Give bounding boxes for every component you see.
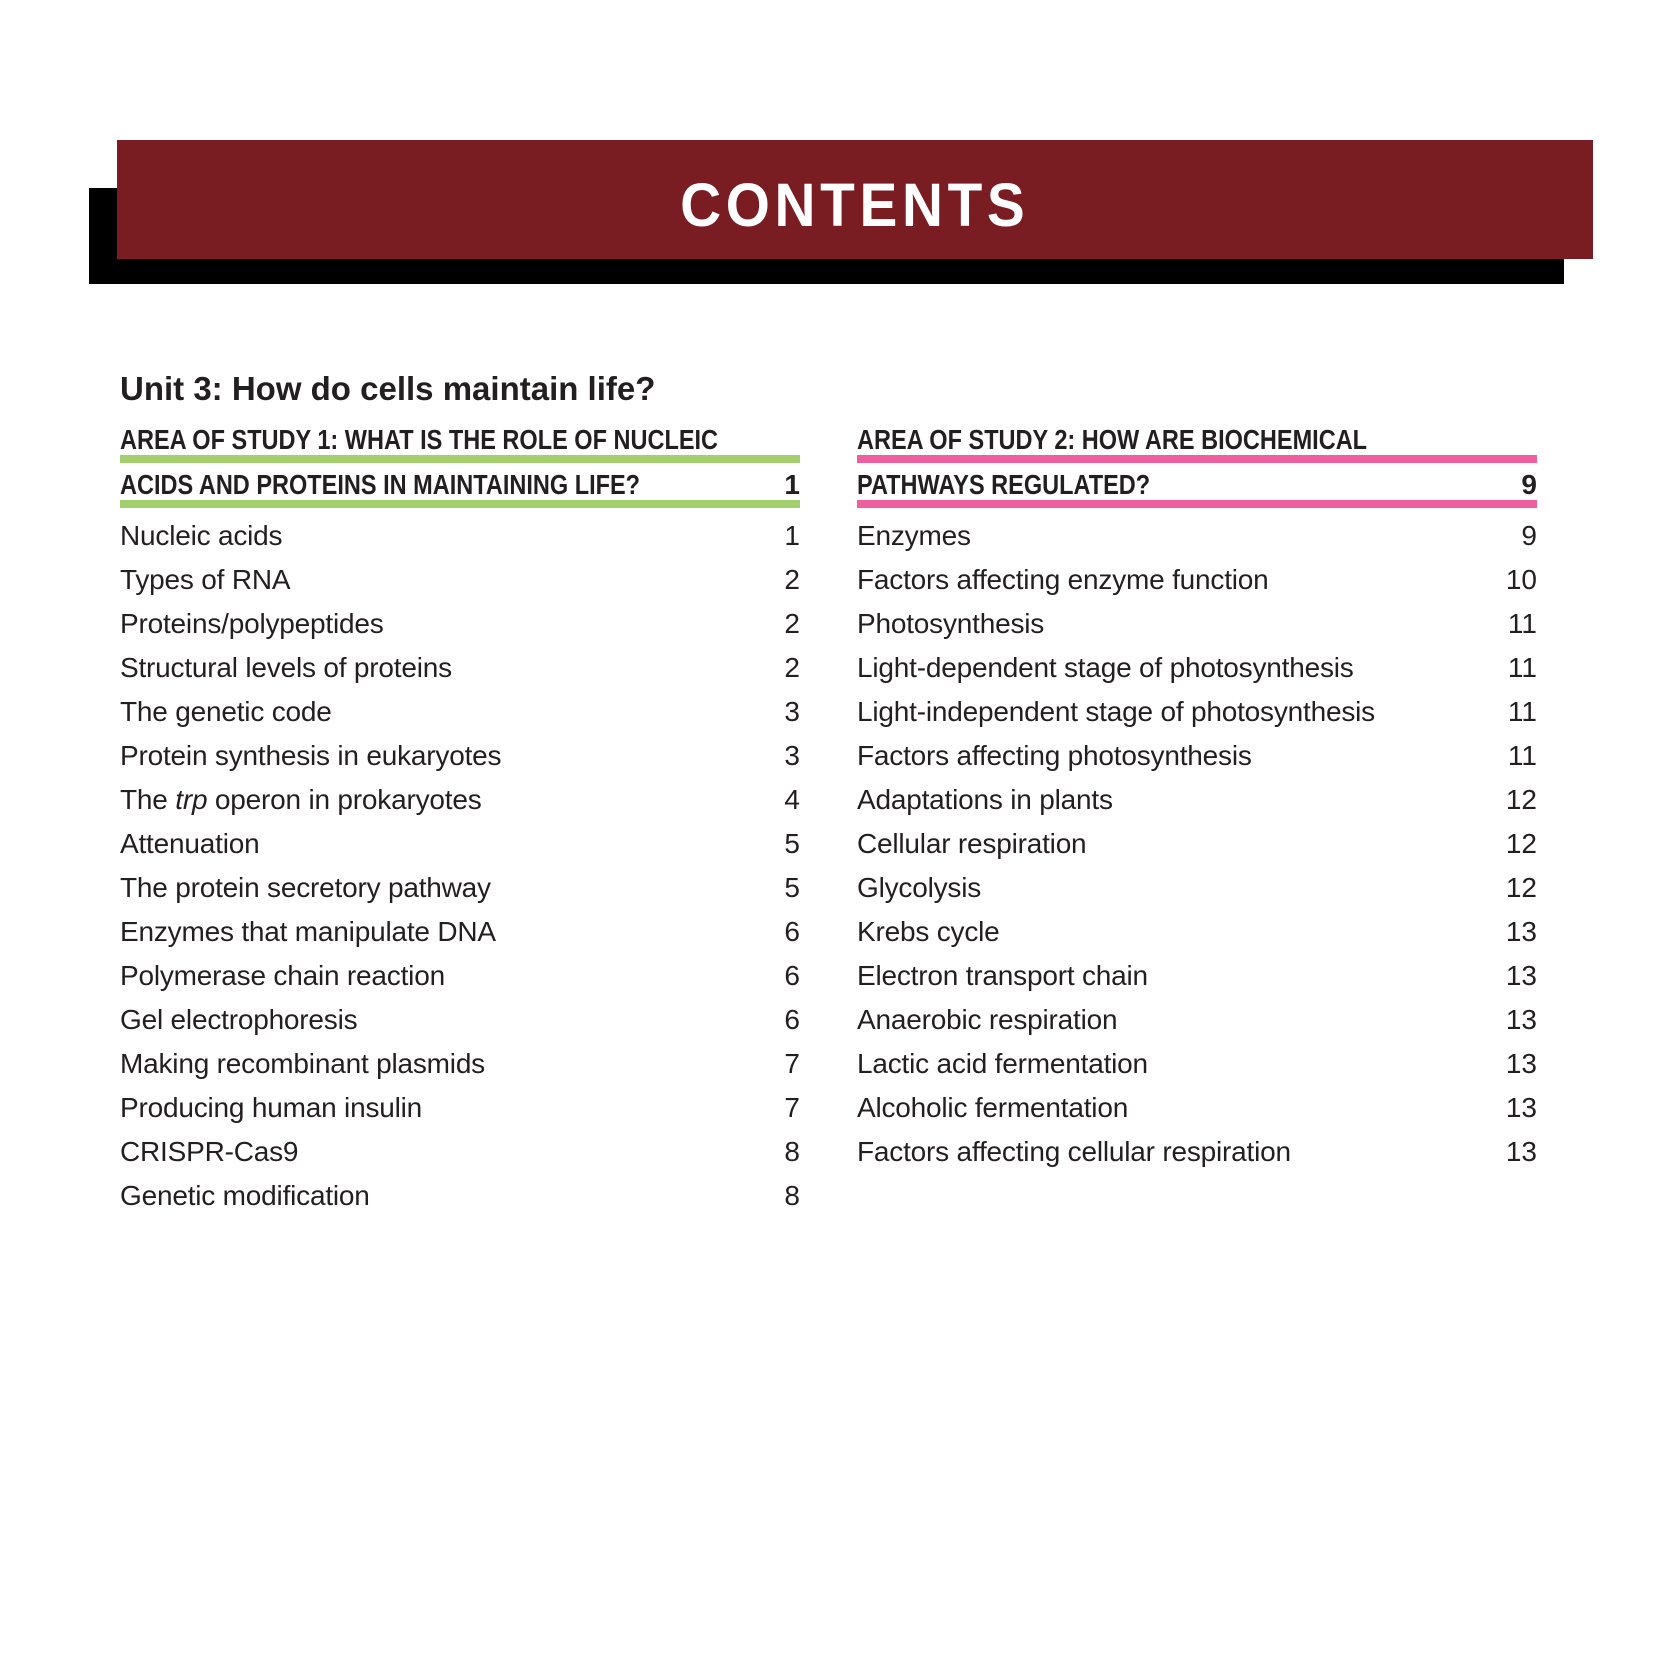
toc-entry [120,1130,800,1174]
toc-entry-label: The protein secretory pathway [120,872,491,903]
toc-entry-label: Anaerobic respiration [857,1004,1118,1035]
section-title-line [120,424,800,463]
toc-entry-label: Producing human insulin [120,1092,423,1123]
toc-entry [857,558,1537,602]
toc-entry-label: Cellular respiration [857,828,1087,859]
toc-entry [120,954,800,998]
toc-entry-label: Alcoholic fermentation [857,1092,1129,1123]
toc-entry-label: Polymerase chain reaction [120,960,445,991]
toc-entry [857,690,1537,734]
toc-entry [120,866,800,910]
toc-entry-page: 7 [784,1092,800,1123]
section-title-row [857,424,1537,455]
toc-entry-label: Factors affecting cellular respiration [857,1136,1291,1167]
toc-entry-label: Making recombinant plasmids [120,1048,485,1079]
section-title-text: AREA OF STUDY 2: HOW ARE BIOCHEMICAL [857,424,1368,455]
section-title-text: ACIDS AND PROTEINS IN MAINTAINING LIFE? [120,469,641,500]
toc-entry-page: 11 [1507,652,1537,683]
toc-entry-page: 12 [1505,784,1537,815]
section-title-row [120,424,800,455]
toc-entry [857,514,1537,558]
toc-entry-page: 13 [1505,1004,1537,1035]
toc-entry-page: 11 [1507,696,1537,727]
toc-entry-label: Nucleic acids [120,520,283,551]
toc-entry-list [120,514,800,1218]
toc-entry-page: 6 [784,1004,800,1035]
toc-entry-page: 12 [1505,872,1537,903]
section-page-number: 9 [1521,469,1537,500]
toc-entry-page: 3 [784,740,800,771]
toc-entry [857,910,1537,954]
toc-entry-page: 9 [1521,520,1537,551]
toc-entry-page: 2 [784,652,800,683]
toc-entry-label: The trp operon in prokaryotes [120,784,482,815]
toc-entry-label: The genetic code [120,696,332,727]
toc-entry [120,1086,800,1130]
toc-entry [120,514,800,558]
toc-entry [857,866,1537,910]
section-title-line [120,469,800,508]
accent-underline [120,455,800,463]
toc-entry-label: Glycolysis [857,872,982,903]
toc-entry-page: 13 [1505,916,1537,947]
toc-entry [120,646,800,690]
toc-entry [120,1174,800,1218]
toc-entry-page: 1 [784,520,800,551]
toc-entry [120,778,800,822]
toc-entry-page: 13 [1505,960,1537,991]
section-title-text: AREA OF STUDY 1: WHAT IS THE ROLE OF NUCLEIC [120,424,719,455]
toc-entry [857,602,1537,646]
toc-entry-label: Gel electrophoresis [120,1004,358,1035]
unit-heading: Unit 3: How do cells maintain life? [120,370,656,407]
toc-entry [857,778,1537,822]
toc-entry-page: 3 [784,696,800,727]
contents-banner [117,140,1593,259]
toc-entry-page: 2 [784,564,800,595]
page-title: CONTENTS [680,170,1030,239]
toc-entry [120,910,800,954]
section-title-row [120,469,800,500]
toc-entry [120,998,800,1042]
toc-entry-page: 13 [1505,1136,1537,1167]
toc-entry [857,646,1537,690]
toc-entry-label: Lactic acid fermentation [857,1048,1148,1079]
toc-entry-page: 6 [784,916,800,947]
toc-entry-page: 8 [784,1136,800,1167]
toc-entry-label: Attenuation [120,828,260,859]
toc-entry-page: 5 [784,872,800,903]
toc-entry-label: Protein synthesis in eukaryotes [120,740,502,771]
toc-entry-page: 5 [784,828,800,859]
toc-entry-label: Adaptations in plants [857,784,1113,815]
toc-entry [857,1130,1537,1174]
toc-entry-label: Enzymes that manipulate DNA [120,916,496,947]
toc-entry [120,822,800,866]
toc-entry-page: 13 [1505,1092,1537,1123]
toc-entry [120,1042,800,1086]
toc-entry-page: 13 [1505,1048,1537,1079]
toc-entry-label: Enzymes [857,520,971,551]
toc-entry-label: Genetic modification [120,1180,370,1211]
section-area-of-study-2 [857,424,1537,1218]
toc-entry-label: Light-independent stage of photosynthesis [857,696,1375,727]
toc-entry-page: 10 [1505,564,1537,595]
toc-entry-label: Electron transport chain [857,960,1148,991]
toc-entry-label: Factors affecting photosynthesis [857,740,1252,771]
toc-entry-label: Krebs cycle [857,916,1000,947]
toc-entry-page: 4 [784,784,800,815]
section-title-text: PATHWAYS REGULATED? [857,469,1151,500]
toc-entry-page: 6 [784,960,800,991]
toc-entry-page: 11 [1507,608,1537,639]
toc-entry [857,998,1537,1042]
toc-entry [120,602,800,646]
accent-underline [120,500,800,508]
section-page-number: 1 [784,469,800,500]
toc-entry [857,954,1537,998]
toc-entry-page: 7 [784,1048,800,1079]
section-title-line [857,469,1537,508]
toc-entry [120,558,800,602]
toc-entry [857,1086,1537,1130]
toc-entry-page: 8 [784,1180,800,1211]
toc-entry [857,822,1537,866]
toc-entry-label: CRISPR-Cas9 [120,1136,299,1167]
toc-entry-label: Proteins/polypeptides [120,608,384,639]
accent-underline [857,455,1537,463]
toc-entry-list [857,514,1537,1174]
toc-columns [120,424,1537,1218]
toc-entry [120,690,800,734]
toc-entry-page: 2 [784,608,800,639]
toc-entry-label: Types of RNA [120,564,291,595]
section-title-line [857,424,1537,463]
accent-underline [857,500,1537,508]
toc-entry-page: 11 [1507,740,1537,771]
toc-entry-page: 12 [1505,828,1537,859]
toc-entry-label: Photosynthesis [857,608,1045,639]
toc-entry [857,734,1537,778]
toc-entry-label: Light-dependent stage of photosynthesis [857,652,1354,683]
toc-entry-label: Structural levels of proteins [120,652,452,683]
section-area-of-study-1 [120,424,800,1218]
toc-entry [857,1042,1537,1086]
section-title-row [857,469,1537,500]
toc-entry [120,734,800,778]
toc-entry-label: Factors affecting enzyme function [857,564,1269,595]
